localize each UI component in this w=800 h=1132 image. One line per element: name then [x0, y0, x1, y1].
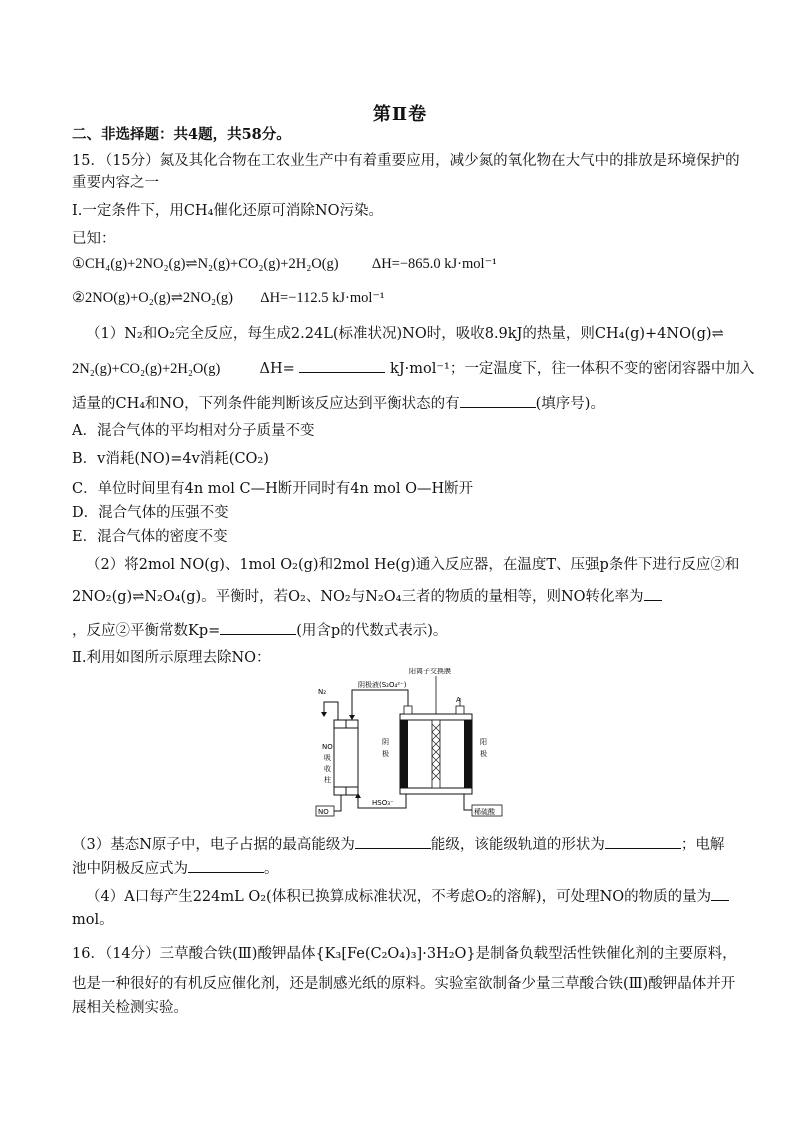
- sub2-line-c-text: ，反应②平衡常数Kp=: [72, 623, 221, 639]
- n2-outlet-pipe: [324, 702, 338, 720]
- section-heading: 二、非选择题：共4题，共58分。: [72, 126, 291, 143]
- q16-line-1-text: 是制备负载型活性铁催化剂的主要原料，: [475, 946, 737, 962]
- q16-line-1-formula: 16．（14分）三草酸合铁(Ⅲ)酸钾晶体{K₃[Fe(C₂O₄)₃]·3H₂O}: [72, 946, 476, 962]
- q15-part1: Ⅰ.一定条件下，用CH₄催化还原可消除NO污染。: [72, 203, 383, 219]
- q16-line-3: 展相关检测实验。: [72, 1000, 188, 1016]
- q15-part2: Ⅱ.利用如图所示原理去除NO：: [72, 650, 271, 666]
- column-label-3: 柱: [324, 776, 331, 784]
- cation-exchange-membrane: [432, 720, 440, 788]
- anode-port: [456, 706, 464, 714]
- sub3-line-b-text: 池中阴极反应式为: [72, 861, 188, 877]
- sub2-line-b: [72, 586, 732, 607]
- catholyte-arrow: [349, 715, 355, 720]
- page-title: 第Ⅱ卷: [372, 104, 428, 125]
- label-hso3: HSO₃⁻: [372, 799, 394, 807]
- q16-line-1: [72, 944, 737, 964]
- sub2-line-c: [72, 620, 732, 641]
- answer-blank-equilibrium[interactable]: [460, 393, 536, 408]
- cathode-label-0: 阴: [382, 738, 389, 746]
- q16-line-2: 也是一种很好的有机反应催化剂，还是制感光纸的原料。实验室欲制备少量三草酸合铁(Ⅲ)酸钾晶体并开: [72, 976, 736, 992]
- sub2-line-c-tail: (用含p的代数式表示)。: [296, 623, 448, 639]
- sub3-line-a-text1: （3）基态N原子中，电子占据的最高能级为: [72, 837, 355, 853]
- label-catholyte: 阴极液(S₂O₄²⁻): [358, 681, 407, 689]
- column-label-2: 收: [324, 765, 331, 773]
- label-a-port: A: [456, 696, 461, 704]
- equation-1-enthalpy: ΔH=−865.0 kJ·mol⁻¹: [371, 256, 497, 272]
- q15-intro-1: 15．（15分）氮及其化合物在工农业生产中有着重要应用，减少氮的氧化物在大气中的排放是环境保护的: [72, 153, 740, 169]
- option-c: C．单位时间里有4n mol C—H断开同时有4n mol O—H断开: [72, 481, 474, 497]
- answer-blank-cathode-reaction[interactable]: [188, 858, 264, 873]
- sub2-line-a: （2）将2mol NO(g)、1mol O₂(g)和2mol He(g)通入反应器，在温度T、压强p条件下进行反应②和: [86, 557, 740, 573]
- sub3-line-b-tail: 。: [264, 861, 279, 877]
- answer-blank-orbital-shape[interactable]: [605, 834, 681, 849]
- cathode-port: [404, 706, 412, 714]
- answer-blank-energy-level[interactable]: [355, 834, 431, 849]
- sub3-line-b: [72, 858, 732, 879]
- sub4-line-b: mol。: [72, 912, 114, 928]
- option-e: E．混合气体的密度不变: [72, 529, 228, 545]
- sub3-line-a: [72, 834, 732, 855]
- sub4-line-a-text: （4）A口每产生224mL O₂(体积已换算成标准状况，不考虑O₂的溶解)，可处理NO的物质的量为: [86, 889, 712, 905]
- equation-2-reaction: ②2NO(g)+O₂(g)⇌2NO₂(g): [72, 290, 234, 306]
- anode-label-0: 阳: [480, 738, 487, 746]
- answer-blank-kp[interactable]: [220, 620, 296, 635]
- sub3-line-a-text3: ；电解: [680, 837, 725, 853]
- equation-2-enthalpy: ΔH=−112.5 kJ·mol⁻¹: [260, 290, 385, 306]
- answer-blank-no-amount[interactable]: [711, 886, 729, 901]
- cathode-plate: [400, 720, 408, 794]
- column-label-1: 吸: [324, 754, 331, 762]
- equation-1-reaction: ①CH₄(g)+2NO₂(g)⇌N₂(g)+CO₂(g)+2H₂O(g): [72, 256, 339, 272]
- sub1-unit-text: kJ·mol⁻¹；一定温度下，往一体积不变的密闭容器中加入: [390, 361, 755, 377]
- electrolysis-diagram: [296, 668, 506, 818]
- sub1-line-c: [72, 393, 732, 414]
- q15-intro-2: 重要内容之一: [72, 175, 159, 191]
- label-no-inlet: NO: [318, 808, 329, 816]
- sub1-equation: 2N₂(g)+CO₂(g)+2H₂O(g): [72, 361, 221, 377]
- sub1-line-c-text: 适量的CH₄和NO，下列条件能判断该反应达到平衡状态的有: [72, 396, 460, 412]
- absorption-column: [334, 720, 358, 795]
- equation-2: [72, 288, 732, 308]
- no-inlet-pipe: [334, 795, 341, 811]
- sub1-line-a: （1）N₂和O₂完全反应，每生成2.24L(标准状况)NO时，吸收8.9kJ的热量，则CH₄(g)+4NO(g)⇌: [86, 326, 724, 342]
- anode-label-1: 极: [480, 750, 487, 758]
- label-acid: 稀硫酸: [474, 808, 495, 816]
- cell-bottom-band: [400, 788, 472, 794]
- label-n2: N₂: [318, 688, 327, 696]
- sub1-line-c-tail: (填序号)。: [535, 396, 605, 412]
- acid-inlet-pipe: [464, 794, 472, 810]
- anode-plate: [464, 720, 472, 794]
- sub2-line-b-text: 2NO₂(g)⇌N₂O₄(g)。平衡时，若O₂、NO₂与N₂O₄三者的物质的量相等，则NO转化率为: [72, 589, 644, 605]
- answer-blank-dh[interactable]: [299, 358, 385, 373]
- answer-blank-conversion[interactable]: [644, 586, 662, 601]
- sub4-line-a: [86, 886, 746, 907]
- cell-top-band: [400, 714, 472, 720]
- cathode-label-1: 极: [382, 750, 389, 758]
- option-d: D．混合气体的压强不变: [72, 505, 229, 521]
- option-a: A．混合气体的平均相对分子质量不变: [72, 423, 315, 439]
- label-membrane: 阳离子交换膜: [409, 668, 451, 675]
- sub1-dh-label: ΔH=: [259, 361, 295, 377]
- q15-known: 已知：: [72, 231, 116, 247]
- n2-outlet-arrow: [321, 712, 327, 717]
- column-label-0: NO: [322, 743, 333, 751]
- sub1-line-b: [72, 358, 755, 379]
- equation-1: [72, 254, 732, 274]
- option-b: B．v消耗(NO)=4v消耗(CO₂): [72, 451, 269, 467]
- sub3-line-a-text2: 能级，该能级轨道的形状为: [430, 837, 605, 853]
